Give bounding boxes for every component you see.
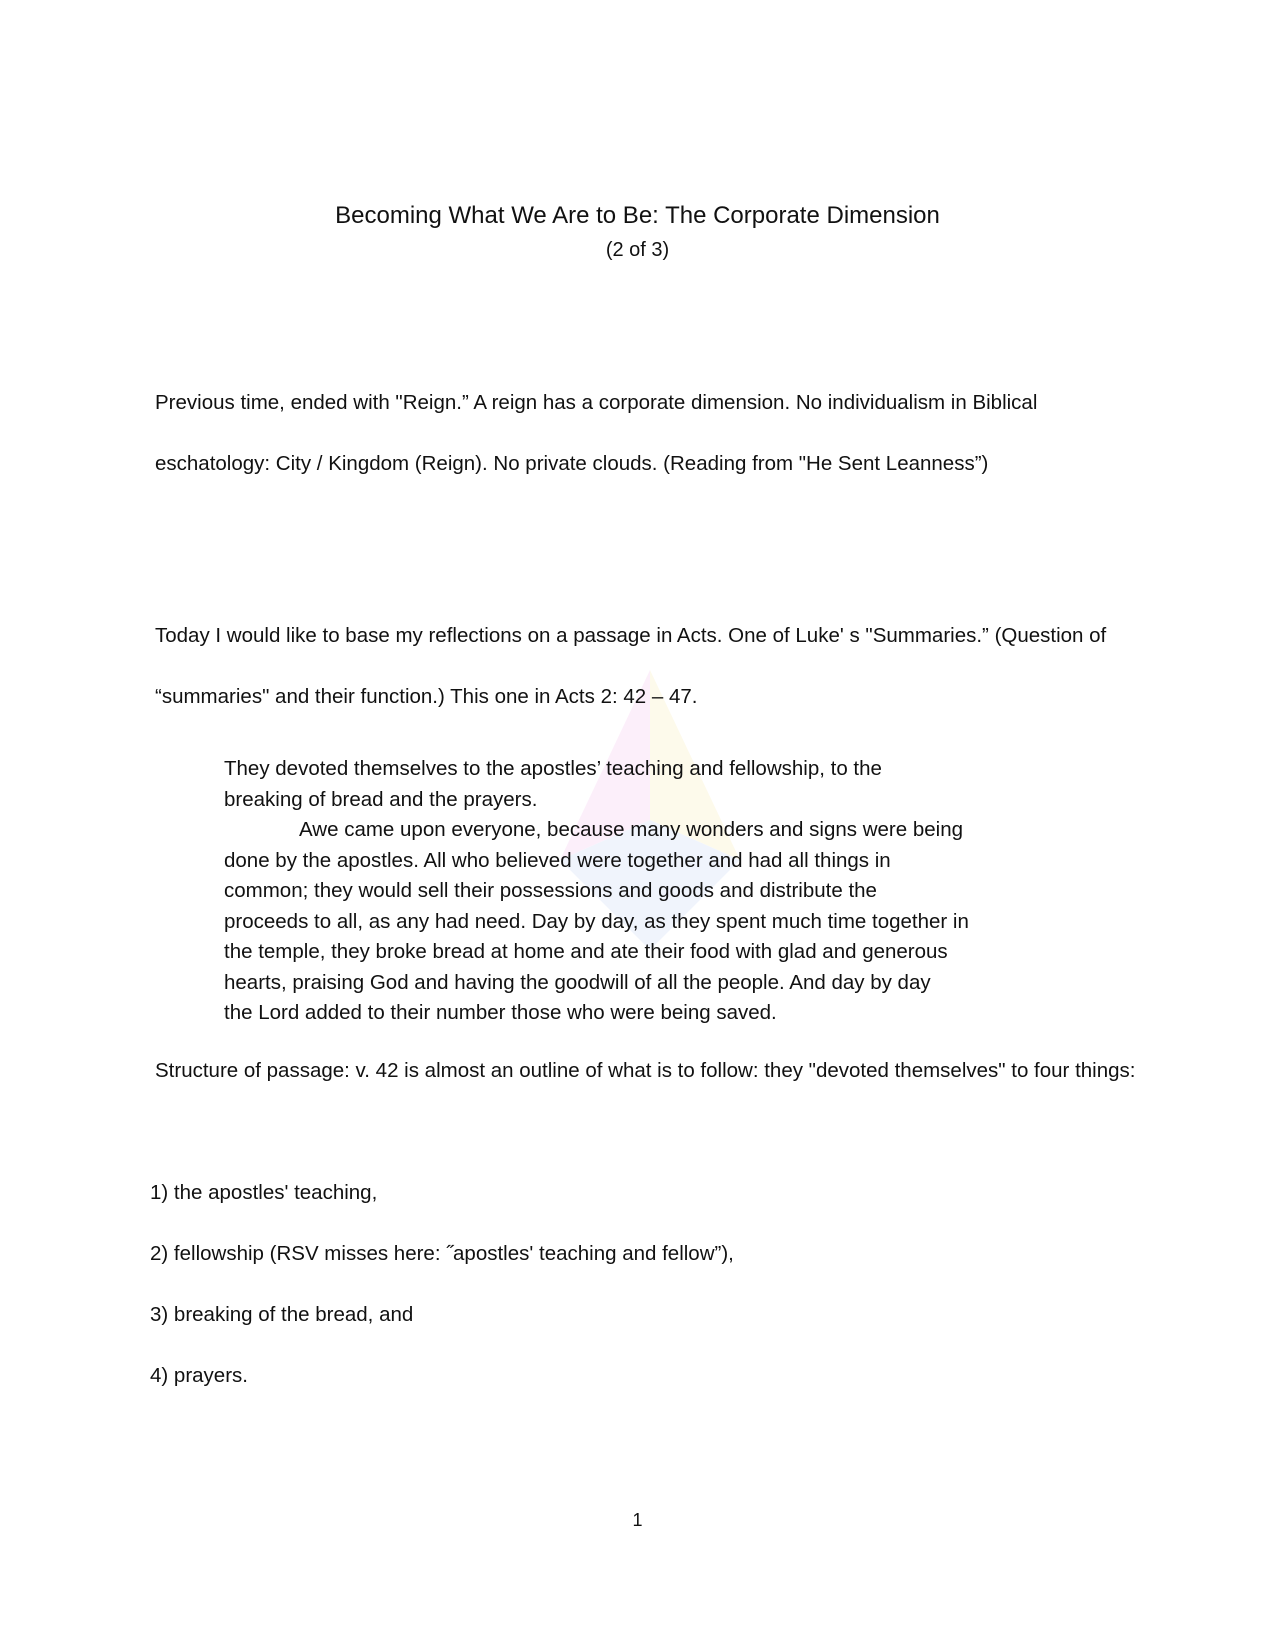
quote-line: hearts, praising God and having the goodwill of all the people. And day by day bbox=[224, 970, 931, 994]
list-item: 2) fellowship (RSV misses here: ˝apostles' teaching and fellow”), bbox=[150, 1242, 734, 1265]
quote-line: common; they would sell their possessions and goods and distribute the bbox=[224, 879, 877, 902]
scripture-quote bbox=[224, 754, 1054, 1029]
quote-line: proceeds to all, as any had need. Day by day, as they spent much time together in bbox=[224, 909, 969, 933]
paragraph-structure: Structure of passage: v. 42 is almost an outline of what is to follow: they "devoted themselves" to four things: bbox=[155, 1059, 1136, 1082]
four-things-list bbox=[150, 1162, 1050, 1406]
quote-line: done by the apostles. All who believed were together and had all things in bbox=[224, 848, 891, 872]
quote-line: the temple, they broke bread at home and ate their food with glad and generous bbox=[224, 940, 948, 963]
list-item: 3) breaking of the bread, and bbox=[150, 1303, 414, 1326]
list-item: 4) prayers. bbox=[150, 1364, 248, 1387]
page-number: 1 bbox=[632, 1510, 643, 1530]
quote-line: breaking of bread and the prayers. bbox=[224, 787, 538, 811]
list-item: 1) the apostles' teaching, bbox=[150, 1181, 378, 1204]
paragraph-acts-summary: Today I would like to base my reflections on a passage in Acts. One of Luke' s "Summaries.” (Question of “summaries" and their function.) This one in Acts 2: 42 – 47. bbox=[155, 624, 1107, 708]
quote-line: the Lord added to their number those who were being saved. bbox=[224, 1001, 777, 1024]
document-title: Becoming What We Are to Be: The Corporate Dimension bbox=[335, 202, 940, 229]
quote-line: Awe came upon everyone, because many wonders and signs were being bbox=[299, 818, 963, 841]
paragraph-previous-time: Previous time, ended with "Reign.” A reign has a corporate dimension. No individualism in Biblical eschatology: City / Kingdom (Reign). No private clouds. (Reading from "He Sent Leanness”) bbox=[155, 391, 1038, 475]
quote-line: They devoted themselves to the apostles’ teaching and fellowship, to the bbox=[224, 757, 882, 780]
document-subtitle: (2 of 3) bbox=[605, 239, 670, 261]
